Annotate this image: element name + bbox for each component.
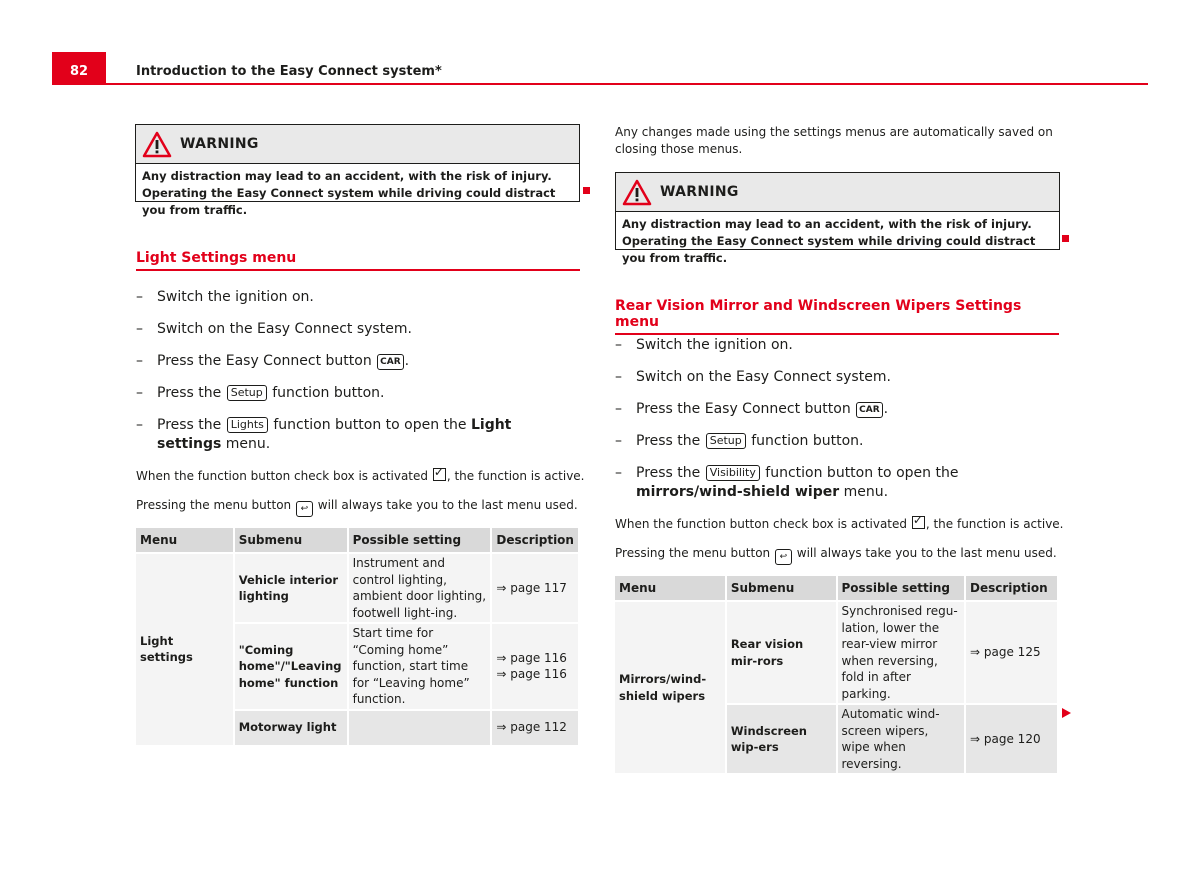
table-submenu-cell: Rear vision mir-rors [726,601,837,704]
step-item: – Switch on the Easy Connect system. [136,321,412,337]
warning-title: WARNING [660,184,739,200]
warning-triangle-icon [622,179,652,206]
warning-header [616,173,1059,212]
table-menu-cell: Mirrors/wind-shield wipers [615,601,726,774]
warning-text: Any distraction may lead to an accident, with the risk of injury. Operating the Easy Connect system while driving could distract you from traffic. [622,217,1036,265]
section-end-marker [583,187,590,194]
settings-saved-note: Any changes made using the settings menus are automatically saved on closing those menus. [615,125,1053,156]
table-setting-cell: Instrument and control lighting, ambient door lighting, footwell light-ing. [348,553,492,623]
step-bold-text: mirrors/wind-shield wiper [636,484,840,500]
menu-return-icon: ↩ [775,549,792,565]
menu-button-note [136,497,578,517]
table-menu-cell: Light settings [136,553,234,746]
note-text: , the function is active. [925,517,1064,531]
table-setting-cell: Start time for “Coming home” function, start time for “Leaving home” function. [348,623,492,710]
checkbox-note [136,468,585,485]
step-item: – Switch the ignition on. [615,337,793,353]
step-text: function button to open the [268,417,471,433]
step-item: – Switch the ignition on. [136,289,314,305]
mirror-wipers-table [615,576,1059,775]
step-text: Press the [636,465,705,481]
step-text: Switch on the Easy Connect system. [157,321,412,337]
table-description-cell: ⇒ page 120 [965,704,1058,774]
step-text: menu. [839,484,889,500]
section-end-marker [1062,235,1069,242]
note-text: When the function button check box is activated [136,469,432,483]
continue-arrow-icon [1062,708,1071,718]
table-submenu-cell: Motorway light [234,710,348,746]
visibility-key: Visibility [706,465,760,481]
menu-return-icon: ↩ [296,501,313,517]
table-description-cell: ⇒ page 116 ⇒ page 116 [491,623,579,710]
step-item: – Press the Easy Connect button CAR . [615,401,889,417]
page-header-title: Introduction to the Easy Connect system* [136,64,442,79]
step-text: Press the [636,433,705,449]
checkbox-note [615,516,1064,533]
step-text: . [404,353,410,369]
step-bold-text: Light settings [157,417,512,452]
table-description-cell: ⇒ page 112 [491,710,579,746]
table-header-cell: Submenu [726,576,837,601]
table-submenu-cell: "Coming home"/"Leaving home" function [234,623,348,710]
table-setting-cell: Automatic wind-screen wipers, wipe when reversing. [837,704,966,774]
step-item: – Press the Visibility function button to open the mirrors/wind-shield wiper menu. [615,465,959,500]
step-text: Press the Easy Connect button [636,401,856,417]
step-text: Switch the ignition on. [636,337,793,353]
step-text: Press the [157,417,226,433]
lights-key: Lights [227,417,268,433]
table-header-cell: Possible setting [837,576,966,601]
table-header-cell: Possible setting [348,528,492,553]
step-item: – Press the Setup function button. [615,433,864,449]
table-submenu-cell: Windscreen wip-ers [726,704,837,774]
step-text: Press the [157,385,226,401]
setup-key: Setup [227,385,267,401]
warning-title: WARNING [180,136,259,152]
section-title-mirror-wipers: Rear Vision Mirror and Windscreen Wipers Settings menu [615,298,1059,335]
table-setting-cell [348,710,492,746]
page-number: 82 [52,52,106,85]
note-text: Pressing the menu button [615,546,774,560]
step-item: – Press the Lights function button to open the Light settings menu. [136,417,512,452]
note-text: When the function button check box is activated [615,517,911,531]
header-rule [106,83,1148,85]
step-text: function button to open the [760,465,959,481]
step-text: Press the Easy Connect button [157,353,377,369]
car-button-key: CAR [856,402,883,418]
step-text: function button. [267,385,385,401]
step-item: – Press the Easy Connect button CAR . [136,353,410,369]
step-item: – Press the Setup function button. [136,385,385,401]
menu-button-note [615,545,1057,565]
instruction-list-left [136,288,580,454]
table-setting-cell: Synchronised regu-lation, lower the rear-view mirror when reversing, fold in after parking. [837,601,966,704]
table-header-cell: Menu [615,576,726,601]
note-text: , the function is active. [446,469,585,483]
warning-box-right [615,172,1060,265]
warning-text: Any distraction may lead to an accident, with the risk of injury. Operating the Easy Connect system while driving could distract you from traffic. [142,169,556,217]
table-header-cell: Description [965,576,1058,601]
checkbox-checked-icon [433,468,446,481]
warning-box-left [135,124,580,217]
step-text: menu. [221,436,271,452]
step-text: . [883,401,889,417]
checkbox-checked-icon [912,516,925,529]
section-title-light-settings: Light Settings menu [136,250,580,271]
table-header-cell: Submenu [234,528,348,553]
table-description-cell: ⇒ page 125 [965,601,1058,704]
warning-triangle-icon [142,131,172,158]
step-text: Switch on the Easy Connect system. [636,369,891,385]
step-text: function button. [746,433,864,449]
table-header-cell: Description [491,528,579,553]
setup-key: Setup [706,433,746,449]
table-row [615,601,1058,704]
step-item: – Switch on the Easy Connect system. [615,369,891,385]
step-text: Switch the ignition on. [157,289,314,305]
warning-header [136,125,579,164]
table-row [136,553,579,623]
instruction-list-right [615,336,1059,502]
light-settings-table [136,528,580,747]
note-text: will always take you to the last menu used. [792,546,1057,560]
car-button-key: CAR [377,354,404,370]
note-text: will always take you to the last menu used. [313,498,578,512]
note-text: Pressing the menu button [136,498,295,512]
table-description-cell: ⇒ page 117 [491,553,579,623]
table-submenu-cell: Vehicle interior lighting [234,553,348,623]
table-header-cell: Menu [136,528,234,553]
